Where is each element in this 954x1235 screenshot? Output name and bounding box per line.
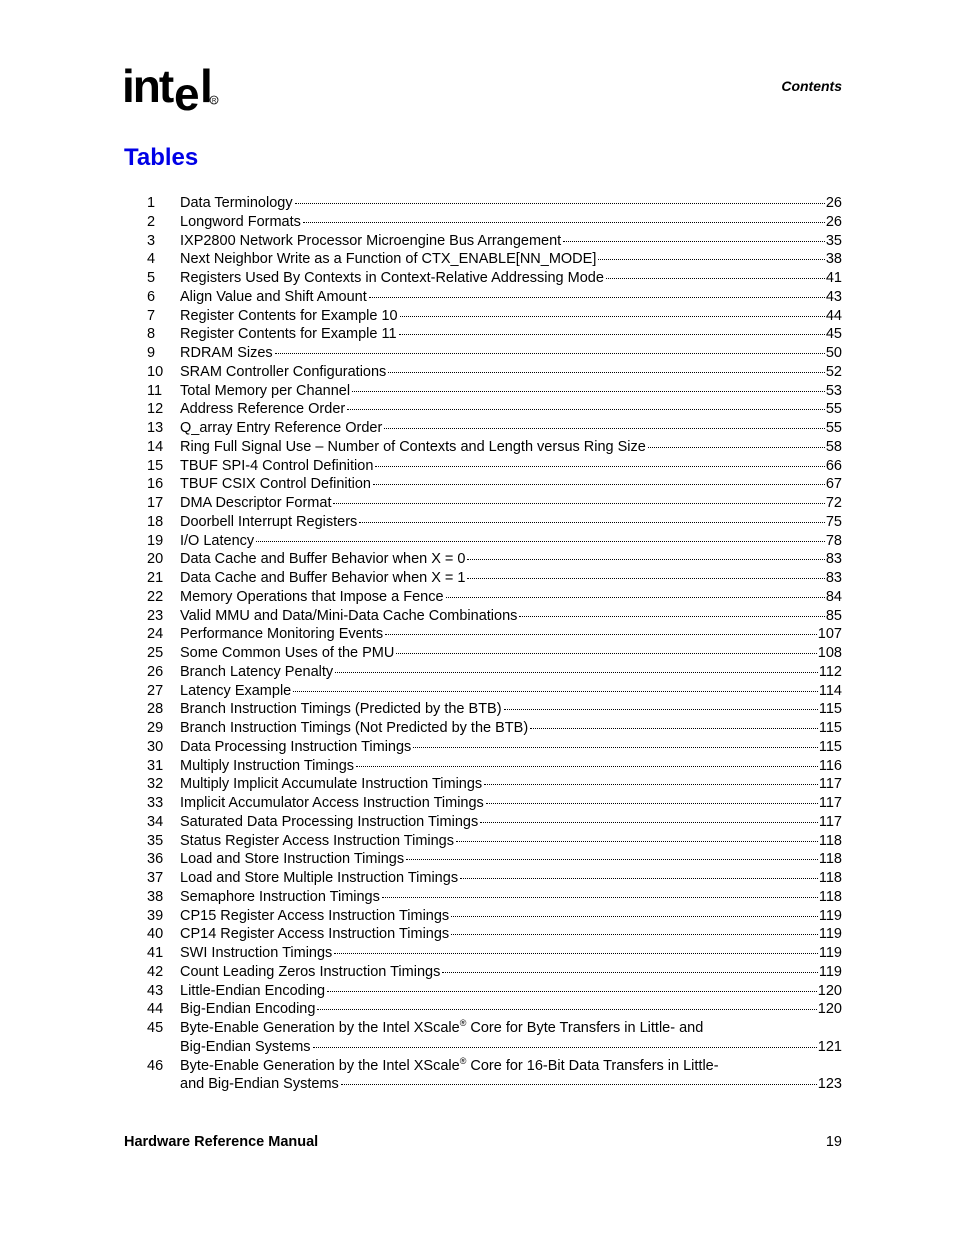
toc-entry-title: SRAM Controller Configurations [180,363,387,380]
toc-entry-page: 120 [817,1001,842,1018]
dot-leader [442,972,818,973]
toc-entry-number: 38 [147,888,164,905]
toc-entry-number: 11 [147,382,163,399]
svg-text:e: e [174,68,200,120]
dot-leader [400,316,825,317]
toc-entry-title: Register Contents for Example 10 [180,307,398,324]
toc-entry-number: 37 [147,870,164,886]
toc-entry-page: 44 [825,307,842,324]
toc-entry-page: 75 [825,513,842,530]
toc-entry-number: 28 [147,701,164,718]
dot-leader [530,728,818,729]
dot-leader [446,597,825,598]
intel-logo [122,58,222,118]
toc-entry-title: Doorbell Interrupt Registers [180,513,358,530]
toc-entry-number: 3 [147,232,156,249]
toc-entry-page: 55 [825,401,842,418]
toc-entry-title: Data Cache and Buffer Behavior when X = 0 [180,551,466,568]
toc-entry-title: Total Memory per Channel [180,382,351,399]
dot-leader [385,634,817,635]
toc-entry-page: 115 [818,720,842,736]
toc-entry-page: 78 [825,532,842,549]
toc-entry-number: 44 [147,1001,164,1018]
toc-entry[interactable] [147,288,842,307]
dot-leader [359,522,825,523]
toc-entry[interactable] [147,832,842,851]
toc-entry-title: Data Processing Instruction Timings [180,738,412,755]
toc-entry-title-part: Core for 16-Bit Data Transfers in Little- [466,1057,719,1074]
dot-leader [504,709,818,710]
toc-entry-page: 115 [818,701,842,718]
toc-entry-number: 35 [147,832,164,849]
toc-entry-title: SWI Instruction Timings [180,945,333,961]
toc-entry-page: 55 [825,420,842,436]
toc-entry-title: Load and Store Multiple Instruction Timings [180,870,459,886]
toc-entry[interactable] [147,400,842,419]
toc-entry-title: Multiply Implicit Accumulate Instruction Timings [180,776,483,793]
toc-entry-number: 32 [147,776,164,793]
toc-entry[interactable] [147,550,842,569]
toc-entry-page: 120 [817,982,842,999]
toc-entry[interactable] [147,269,842,288]
toc-entry-number: 29 [147,720,164,736]
dot-leader [313,1047,817,1048]
toc-entry-number: 22 [147,588,164,605]
toc-entry-page: 116 [818,757,842,774]
toc-entry-page: 119 [818,926,842,943]
toc-entry-title: Branch Instruction Timings (Not Predicted by the BTB) [180,720,529,736]
toc-entry[interactable] [147,663,842,682]
dot-leader [399,334,825,335]
toc-entry[interactable] [147,982,842,1001]
toc-entry-title: Align Value and Shift Amount [180,288,367,305]
toc-entry-page: 114 [818,682,842,699]
toc-entry-page: 112 [818,663,842,680]
dot-leader [333,503,824,504]
dot-leader [606,278,825,279]
toc-entry[interactable] [147,494,842,513]
svg-text:int: int [122,60,173,112]
toc-entry-number: 24 [147,626,164,643]
page-title: Tables [124,144,199,171]
toc-entry-number: 46 [147,1057,164,1074]
dot-leader [334,953,818,954]
registered-mark: ® [459,1055,467,1066]
toc-entry[interactable] [147,775,842,794]
toc-entry-title: Ring Full Signal Use – Number of Contexts and Length versus Ring Size [180,438,646,455]
toc-entry-title: I/O Latency [180,532,255,549]
svg-text:R: R [212,98,217,105]
toc-entry-title: IXP2800 Network Processor Microengine Bus Arrangement [180,232,562,249]
toc-entry-page: 84 [825,588,842,605]
dot-leader [598,259,825,260]
toc-entry-title-part: Byte-Enable Generation by the Intel XScale [180,1057,460,1074]
toc-entry-title-part: Byte-Enable Generation by the Intel XScale [180,1020,460,1036]
toc-entry[interactable] [147,194,842,213]
toc-entry-title: Count Leading Zeros Instruction Timings [180,963,441,980]
toc-entry[interactable] [147,213,842,232]
toc-entry-number: 16 [147,476,164,493]
toc-entry-number: 39 [147,907,164,924]
toc-entry-number: 23 [147,607,164,624]
toc-entry[interactable] [147,588,842,607]
toc-entry-page: 107 [817,626,842,643]
toc-entry-title: Registers Used By Contexts in Context-Relative Addressing Mode [180,270,604,286]
dot-leader [406,859,818,860]
toc-entry-number: 36 [147,851,164,868]
toc-entry-page: 117 [818,813,842,830]
dot-leader [327,991,817,992]
toc-entry-page: 45 [825,326,842,343]
toc-entry[interactable] [147,682,842,701]
toc-entry-page: 119 [818,963,842,980]
toc-entry-title: Performance Monitoring Events [180,626,384,643]
toc-entry-number: 42 [147,963,164,980]
toc-entry-page: 58 [825,438,842,455]
toc-entry-page: 67 [825,476,842,493]
toc-entry[interactable] [147,607,842,626]
toc-entry-page: 50 [825,345,842,361]
toc-entry[interactable] [147,325,842,344]
toc-entry-page: 38 [825,251,842,268]
toc-entry-title: Q_array Entry Reference Order [180,420,383,436]
toc-entry[interactable] [147,344,842,363]
dot-leader [467,578,824,579]
toc-entry-page: 119 [818,945,842,961]
toc-entry-page: 66 [825,457,842,474]
toc-entry-page: 123 [817,1076,842,1093]
toc-entry-title: Memory Operations that Impose a Fence [180,588,444,605]
intel-logo-icon [122,58,222,118]
toc-entry[interactable] [147,644,842,663]
toc-entry-page: 43 [825,288,842,305]
toc-entry-number: 14 [147,438,164,455]
toc-entry[interactable] [147,1019,842,1057]
toc-entry-number: 8 [147,326,156,343]
toc-entry-number: 34 [147,813,164,830]
table-of-tables-list [147,194,842,1094]
dot-leader [256,541,825,542]
toc-entry-title-line1 [180,1057,842,1076]
toc-entry-page: 117 [818,776,842,793]
header-section-label: Contents [781,78,842,94]
dot-leader [648,447,825,448]
dot-leader [352,391,825,392]
toc-entry[interactable] [147,475,842,494]
toc-entry[interactable] [147,813,842,832]
toc-entry-number: 10 [147,363,164,380]
dot-leader [375,466,824,467]
toc-entry-title: Register Contents for Example 11 [180,326,397,343]
toc-entry-page: 117 [818,795,842,811]
dot-leader [373,484,825,485]
toc-entry-page: 119 [818,907,842,924]
toc-entry-title: and Big-Endian Systems [180,1076,339,1093]
toc-entry-number: 26 [147,663,164,680]
toc-entry[interactable] [147,963,842,982]
toc-entry[interactable] [147,307,842,326]
toc-entry-number: 45 [147,1020,164,1036]
toc-entry-number: 19 [147,532,164,549]
toc-entry-title: Next Neighbor Write as a Function of CTX_ENABLE[NN_MODE] [180,251,597,268]
dot-leader [275,353,825,354]
toc-entry-page: 121 [817,1038,842,1055]
dot-leader [413,747,818,748]
toc-entry-title: Address Reference Order [180,401,346,418]
dot-leader [335,672,818,673]
toc-entry[interactable] [147,869,842,888]
toc-entry-title-part: Core for Byte Transfers in Little- and [466,1020,704,1036]
toc-entry[interactable] [147,738,842,757]
toc-entry-number: 20 [147,551,164,568]
toc-entry[interactable] [147,382,842,401]
toc-entry-number: 17 [147,495,164,511]
toc-entry-number: 21 [147,570,164,586]
toc-entry-title: Big-Endian Encoding [180,1001,316,1018]
toc-entry-title: Valid MMU and Data/Mini-Data Cache Combinations [180,607,518,624]
toc-entry[interactable] [147,925,842,944]
toc-entry-page: 26 [825,195,842,211]
toc-entry-number: 30 [147,738,164,755]
toc-entry-title: Little-Endian Encoding [180,982,326,999]
toc-entry-number: 4 [147,251,156,268]
toc-entry-number: 43 [147,982,164,999]
toc-entry-number: 25 [147,645,164,661]
toc-entry-title: Longword Formats [180,213,301,230]
dot-leader [563,241,825,242]
toc-entry[interactable] [147,419,842,438]
toc-entry-number: 6 [147,288,156,305]
dot-leader [388,372,825,373]
toc-entry-title: Load and Store Instruction Timings [180,851,405,868]
toc-entry-page: 118 [818,832,842,849]
footer-manual-title: Hardware Reference Manual [124,1134,319,1150]
toc-entry-title: CP14 Register Access Instruction Timings [180,926,450,943]
toc-entry-title: Data Cache and Buffer Behavior when X = 1 [180,570,466,586]
toc-entry-page: 115 [818,738,842,755]
toc-entry-number: 1 [147,195,156,211]
toc-entry[interactable] [147,1000,842,1019]
toc-entry-number: 27 [147,682,164,699]
toc-entry-title: CP15 Register Access Instruction Timings [180,907,450,924]
toc-entry-number: 7 [147,307,156,324]
toc-entry-number: 18 [147,513,164,530]
toc-entry-number: 2 [147,213,156,230]
toc-entry-number: 40 [147,926,164,943]
dot-leader [460,878,818,879]
toc-entry-title: Some Common Uses of the PMU [180,645,395,661]
toc-entry-page: 118 [818,851,842,868]
toc-entry[interactable] [147,457,842,476]
toc-entry[interactable] [147,944,842,963]
toc-entry[interactable] [147,719,842,738]
toc-entry[interactable] [147,363,842,382]
toc-entry-title: Multiply Instruction Timings [180,757,355,774]
toc-entry-number: 33 [147,795,164,811]
footer-page-number: 19 [825,1134,842,1150]
toc-entry-title: RDRAM Sizes [180,345,273,361]
toc-entry[interactable] [147,625,842,644]
toc-entry-title: Implicit Accumulator Access Instruction Timings [180,795,484,811]
toc-entry-number: 12 [147,401,164,418]
toc-entry[interactable] [147,888,842,907]
dot-leader [451,916,818,917]
toc-entry-page: 85 [825,607,842,624]
dot-leader [341,1084,817,1085]
dot-leader [295,203,825,204]
toc-entry-page: 26 [825,213,842,230]
registered-mark: ® [459,1018,467,1029]
dot-leader [384,428,825,429]
toc-entry-page: 118 [818,888,842,905]
toc-entry[interactable] [147,513,842,532]
toc-entry-number: 5 [147,270,156,286]
dot-leader [347,409,825,410]
toc-entry[interactable] [147,250,842,269]
toc-entry-title: Saturated Data Processing Instruction Timings [180,813,479,830]
toc-entry-title: TBUF CSIX Control Definition [180,476,371,493]
toc-entry-title: TBUF SPI-4 Control Definition [180,457,374,474]
toc-entry[interactable] [147,907,842,926]
toc-entry-title: Status Register Access Instruction Timings [180,832,454,849]
dot-leader [356,766,818,767]
toc-entry-page: 108 [817,645,842,661]
dot-leader [317,1009,816,1010]
toc-entry[interactable] [147,1057,842,1095]
toc-entry-page: 35 [825,232,842,249]
dot-leader [382,897,818,898]
toc-entry-title: Latency Example [180,682,292,699]
toc-entry-page: 83 [825,551,842,568]
toc-entry[interactable] [147,438,842,457]
svg-text:l: l [200,60,213,112]
toc-entry[interactable] [147,232,842,251]
toc-entry[interactable] [147,850,842,869]
toc-entry-title: DMA Descriptor Format [180,495,332,511]
dot-leader [456,841,818,842]
dot-leader [484,784,818,785]
dot-leader [480,822,818,823]
toc-entry-page: 118 [818,870,842,886]
toc-entry-title: Big-Endian Systems [180,1038,311,1055]
toc-entry-page: 52 [825,363,842,380]
toc-entry-page: 41 [825,270,842,286]
toc-entry-title: Data Terminology [180,195,293,211]
toc-entry[interactable] [147,532,842,551]
toc-entry-title: Semaphore Instruction Timings [180,888,380,905]
toc-entry-number: 9 [147,345,156,361]
toc-entry-number: 41 [147,945,164,961]
toc-entry-page: 53 [825,382,842,399]
dot-leader [451,934,818,935]
dot-leader [486,803,818,804]
toc-entry-title: Branch Latency Penalty [180,663,334,680]
toc-entry-page: 72 [825,495,842,511]
dot-leader [519,616,824,617]
toc-entry[interactable] [147,794,842,813]
toc-entry-title-line1 [180,1019,842,1038]
toc-entry-page: 83 [825,570,842,586]
toc-entry-number: 15 [147,457,164,474]
toc-entry-number: 31 [147,757,164,774]
toc-entry-title: Branch Instruction Timings (Predicted by the BTB) [180,701,502,718]
dot-leader [369,297,825,298]
toc-entry[interactable] [147,757,842,776]
dot-leader [467,559,824,560]
toc-entry-number: 13 [147,420,164,436]
toc-entry[interactable] [147,700,842,719]
dot-leader [293,691,818,692]
toc-entry[interactable] [147,569,842,588]
dot-leader [303,222,825,223]
dot-leader [396,653,816,654]
